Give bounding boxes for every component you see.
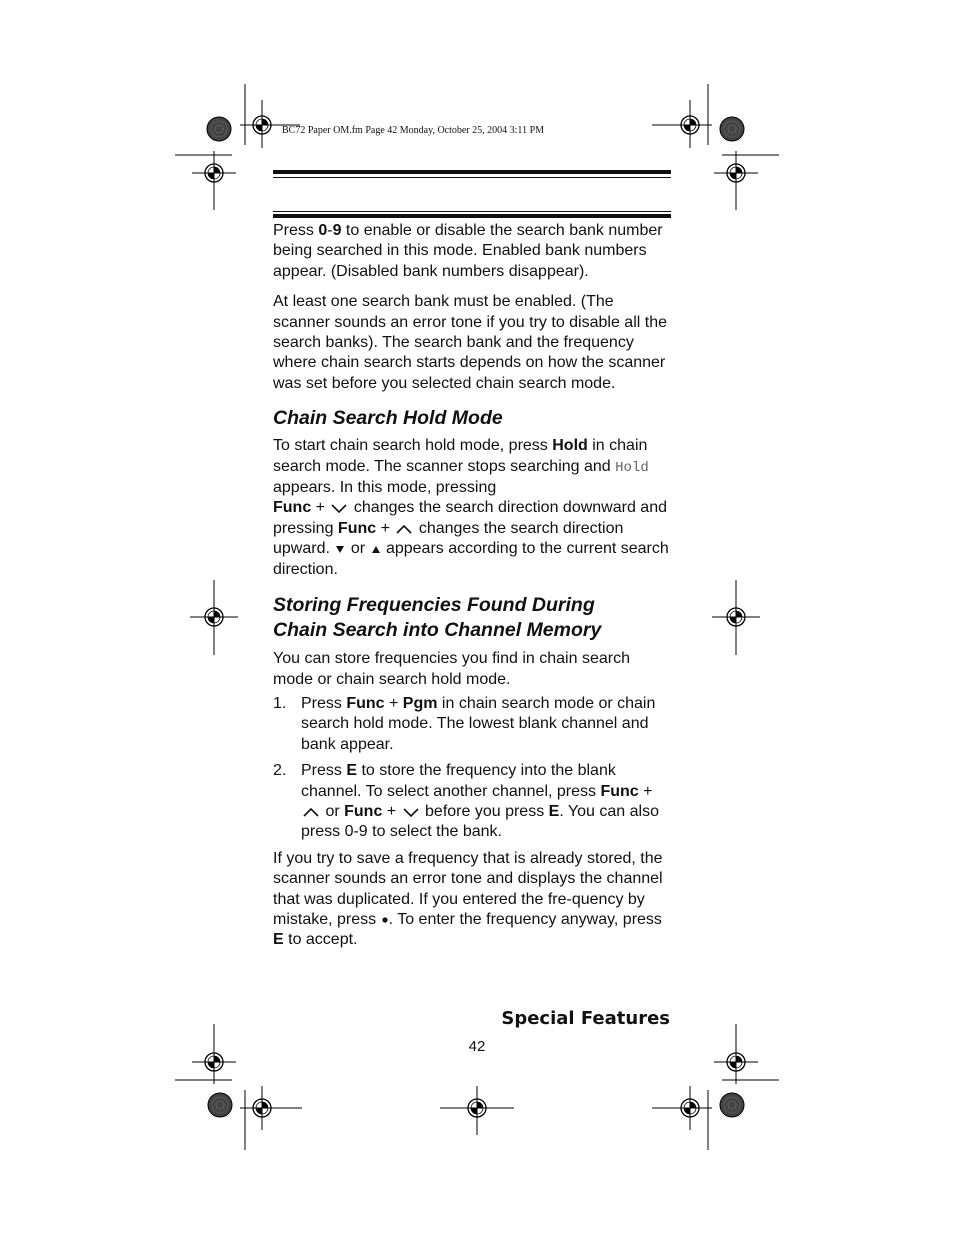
paragraph-bank-toggle: Press 0-9 to enable or disable the search bank number being searched in this mode. Enabled bank numbers appear. (Disabled bank numbers disappear). <box>273 222 663 280</box>
heading-storing-frequencies: Storing Frequencies Found During Chain Search into Channel Memory <box>273 594 602 642</box>
file-header: BC72 Paper OM.fm Page 42 Monday, October 25, 2004 3:11 PM <box>282 125 545 136</box>
triangle-down-icon <box>334 544 346 554</box>
paragraph-store-intro: You can store frequencies you find in chain search mode or chain search hold mode. <box>273 650 630 688</box>
paragraph-duplicate: If you try to save a frequency that is already stored, the scanner sounds an error tone and displays the channel that was duplicated. If you entered the fre-quency by mistake, press . To enter the frequency anyway, press E to accept. <box>273 849 663 949</box>
chevron-down-icon <box>401 806 421 818</box>
triangle-up-icon <box>370 544 382 554</box>
heading-chain-search-hold: Chain Search Hold Mode <box>273 407 503 430</box>
star-mark-icon <box>720 1093 744 1117</box>
page-content <box>273 221 671 951</box>
star-mark-icon <box>207 117 231 141</box>
hold-display-text: Hold <box>615 459 649 476</box>
header-rule-thin <box>273 177 671 178</box>
section-footer: Special Features <box>501 1008 670 1029</box>
header-rule-thick <box>273 170 671 174</box>
section-rule-thick <box>273 214 671 218</box>
star-mark-icon <box>208 1093 232 1117</box>
page-number: 42 <box>468 1038 486 1055</box>
paragraph-hold-mode: To start chain search hold mode, press Hold in chain search mode. The scanner stops searching and Hold appears. In this mode, pressing Func + changes the search direction downward and pressing Func + changes the search direction upward. or appears according to the current search direction. <box>273 437 669 578</box>
list-item: 2. Press E to store the frequency into the blank channel. To select another channel, press Func + or Func + before you press E. You can also press 0-9 to select the bank. <box>273 762 659 841</box>
paragraph-bank-enabled: At least one search bank must be enabled. (The scanner sounds an error tone if you try to disable all the search banks). The search bank and the frequency where chain search starts depends on how the scanner was set before you selected chain search mode. <box>273 293 667 392</box>
steps-list <box>273 694 671 843</box>
chevron-down-icon <box>329 502 349 514</box>
section-rule-thin <box>273 211 671 212</box>
chevron-up-icon <box>301 806 321 818</box>
chevron-up-icon <box>394 523 414 535</box>
star-mark-icon <box>720 117 744 141</box>
list-item: 1. Press Func + Pgm in chain search mode or chain search hold mode. The lowest blank channel and bank appear. <box>273 694 656 753</box>
dot-key-icon <box>381 915 389 925</box>
